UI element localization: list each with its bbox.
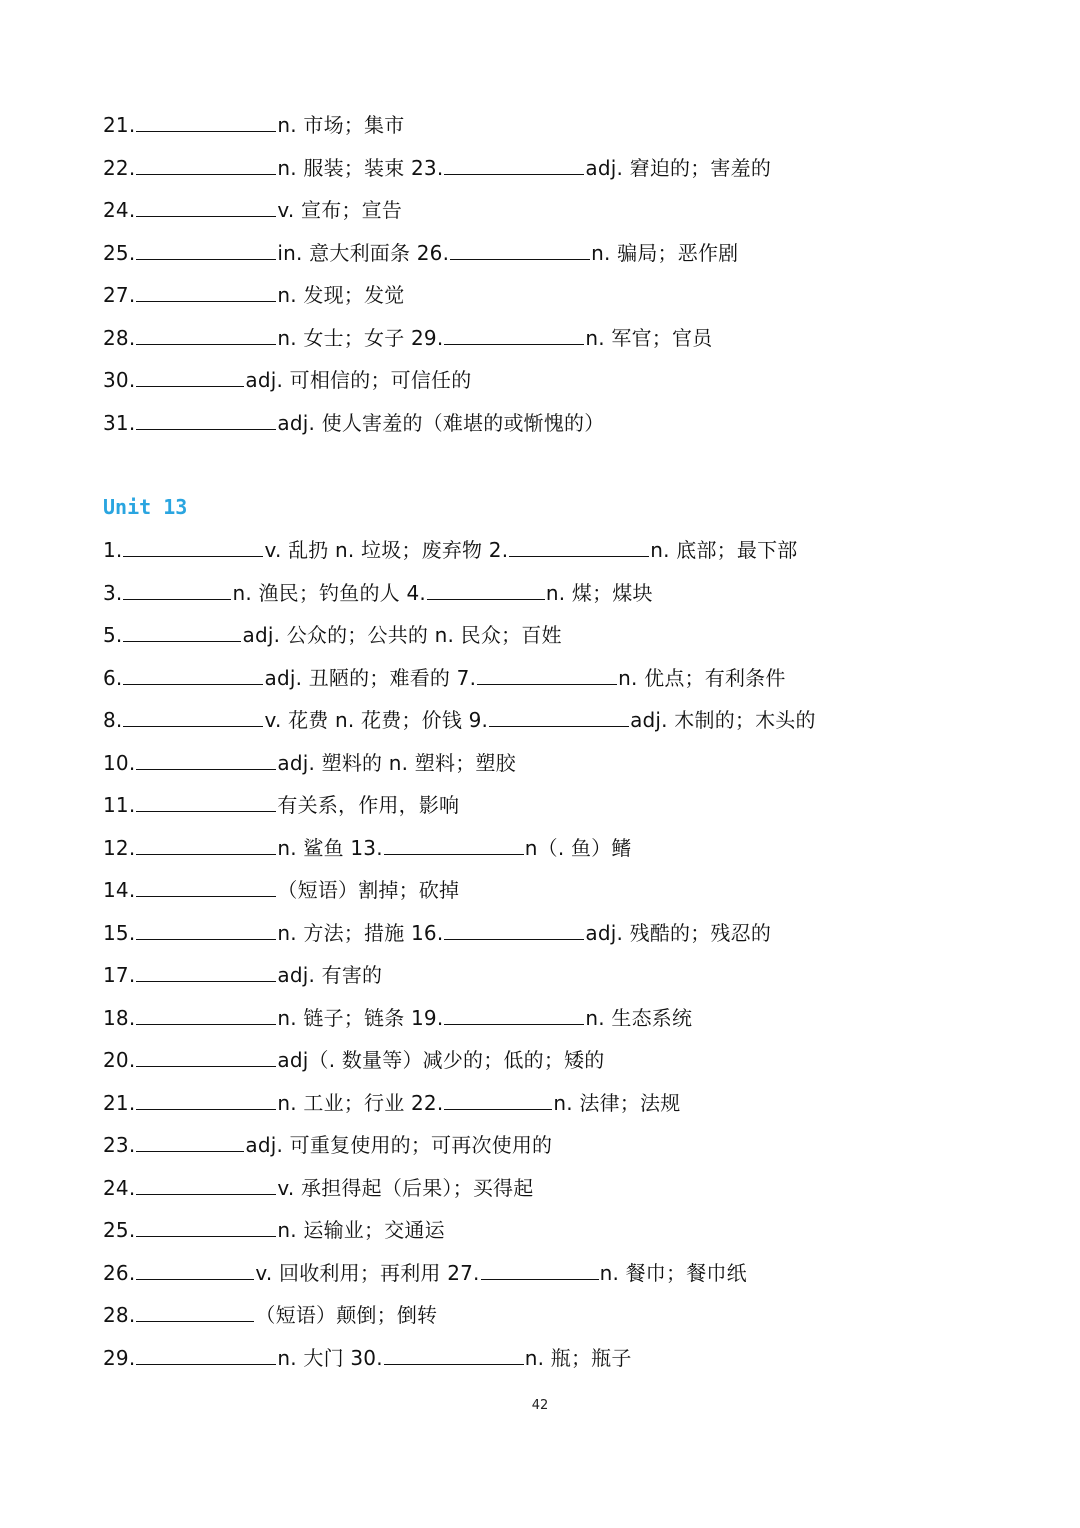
answer-blank[interactable] xyxy=(136,1278,254,1280)
vocab-line xyxy=(103,1173,533,1203)
answer-blank[interactable] xyxy=(444,938,584,940)
item-number: 16. xyxy=(410,920,444,945)
vocab-item xyxy=(103,326,404,350)
item-number: 27. xyxy=(103,283,136,307)
vocab-line xyxy=(103,833,632,863)
answer-blank[interactable] xyxy=(123,725,263,727)
item-meaning: v. 承担得起（后果）；买得起 xyxy=(277,1175,534,1200)
vocab-item xyxy=(103,1006,404,1030)
vocab-item xyxy=(406,581,652,605)
answer-blank[interactable] xyxy=(444,1108,552,1110)
item-number: 30. xyxy=(103,368,136,392)
item-number: 23. xyxy=(410,155,444,180)
answer-blank[interactable] xyxy=(489,725,629,727)
item-number: 15. xyxy=(103,920,136,945)
answer-blank[interactable] xyxy=(136,300,276,302)
answer-blank[interactable] xyxy=(136,1108,276,1110)
item-number: 29. xyxy=(103,1345,136,1370)
item-number: 30. xyxy=(350,1345,383,1370)
item-number: 21. xyxy=(103,1090,136,1115)
vocab-line xyxy=(103,620,562,650)
vocab-line xyxy=(103,280,404,310)
item-meaning: adj. 使人害羞的（难堪的或惭愧的） xyxy=(277,410,605,435)
vocab-item xyxy=(103,751,516,775)
item-number: 27. xyxy=(447,1260,480,1285)
answer-blank[interactable] xyxy=(136,1023,276,1025)
answer-blank[interactable] xyxy=(136,938,276,940)
answer-blank[interactable] xyxy=(136,343,276,345)
vocab-item xyxy=(417,241,739,265)
answer-blank[interactable] xyxy=(123,683,263,685)
item-meaning: adj. 可相信的；可信任的 xyxy=(245,368,472,392)
item-meaning: （短语）颠倒；倒转 xyxy=(255,1303,438,1327)
vocab-item xyxy=(411,921,771,945)
item-number: 1. xyxy=(103,538,123,562)
vocab-item xyxy=(103,623,562,647)
item-number: 22. xyxy=(103,155,136,180)
item-meaning: n. 鲨鱼 xyxy=(277,835,344,860)
answer-blank[interactable] xyxy=(123,598,231,600)
vocab-item xyxy=(469,708,816,732)
vocab-item xyxy=(489,538,798,562)
answer-blank[interactable] xyxy=(481,1278,599,1280)
vocab-item xyxy=(103,113,404,137)
vocab-line xyxy=(103,408,604,438)
vocab-line xyxy=(103,153,771,183)
item-meaning: adj. 公众的；公共的 n. 民众；百姓 xyxy=(242,623,562,647)
item-number: 9. xyxy=(468,708,489,732)
vocab-line xyxy=(103,535,797,565)
answer-blank[interactable] xyxy=(444,1023,584,1025)
vocab-item xyxy=(103,1303,437,1327)
item-number: 25. xyxy=(103,1218,136,1242)
vocab-item xyxy=(103,581,400,605)
vocab-line xyxy=(103,1215,445,1245)
item-meaning: n. 渔民；钓鱼的人 xyxy=(232,580,400,605)
item-meaning: n. 餐巾；餐巾纸 xyxy=(599,1260,747,1285)
vocab-item xyxy=(411,156,771,180)
item-number: 4. xyxy=(406,580,426,605)
vocab-line xyxy=(103,663,786,693)
item-meaning: n. 煤；煤块 xyxy=(545,580,653,605)
item-meaning: n. 底部；最下部 xyxy=(650,538,798,562)
item-meaning: adj. 窘迫的；害羞的 xyxy=(585,155,772,180)
item-number: 5. xyxy=(103,623,123,647)
page-number: 42 xyxy=(531,1398,549,1413)
item-meaning: n. 工业；行业 xyxy=(277,1090,405,1115)
item-number: 31. xyxy=(103,410,136,435)
vocab-item xyxy=(103,666,450,690)
answer-blank[interactable] xyxy=(450,258,590,260)
vocab-item xyxy=(350,836,631,860)
item-number: 17. xyxy=(103,963,136,987)
vocab-item xyxy=(103,1218,445,1242)
vocab-line xyxy=(103,110,404,140)
item-meaning: adj. 塑料的 n. 塑料；塑胶 xyxy=(277,750,516,775)
item-number: 22. xyxy=(410,1090,444,1115)
vocab-line xyxy=(103,875,459,905)
item-number: 20. xyxy=(103,1048,136,1072)
answer-blank[interactable] xyxy=(136,810,276,812)
item-number: 8. xyxy=(103,708,123,732)
item-meaning: n. 法律；法规 xyxy=(553,1090,681,1115)
item-meaning: adj. 可重复使用的；可再次使用的 xyxy=(245,1133,553,1157)
vocab-item xyxy=(103,1133,552,1157)
answer-blank[interactable] xyxy=(136,428,276,430)
answer-blank[interactable] xyxy=(136,1363,276,1365)
item-number: 26. xyxy=(103,1260,136,1285)
vocab-item xyxy=(103,836,344,860)
item-number: 14. xyxy=(103,878,136,902)
answer-blank[interactable] xyxy=(136,1320,254,1322)
item-meaning: n. 市场；集市 xyxy=(277,113,405,137)
vocab-line xyxy=(103,748,516,778)
item-number: 7. xyxy=(456,665,477,690)
vocab-line xyxy=(103,1258,747,1288)
answer-blank[interactable] xyxy=(136,173,276,175)
item-meaning: 有关系，作用，影响 xyxy=(277,793,460,817)
vocab-line xyxy=(103,1088,680,1118)
vocab-item xyxy=(411,1091,680,1115)
item-meaning: n. 发现；发觉 xyxy=(277,283,405,307)
vocab-line xyxy=(103,790,459,820)
item-meaning: v. 花费 n. 花费；价钱 xyxy=(264,708,463,732)
item-number: 13. xyxy=(350,835,383,860)
answer-blank[interactable] xyxy=(477,683,617,685)
answer-blank[interactable] xyxy=(136,768,276,770)
vocab-item xyxy=(457,666,786,690)
answer-blank[interactable] xyxy=(136,130,276,132)
vocab-line xyxy=(103,1343,632,1373)
item-meaning: v. 乱扔 n. 垃圾；废弃物 xyxy=(264,538,483,562)
vocab-line xyxy=(103,1130,552,1160)
item-meaning: n. 大门 xyxy=(277,1345,344,1370)
item-meaning: adj. 残酷的；残忍的 xyxy=(585,920,772,945)
item-number: 19. xyxy=(410,1005,444,1030)
item-number: 29. xyxy=(410,325,444,350)
answer-blank[interactable] xyxy=(136,980,276,982)
vocab-item xyxy=(103,1048,604,1072)
vocab-item xyxy=(103,198,402,222)
item-meaning: n. 军官；官员 xyxy=(585,325,713,350)
answer-blank[interactable] xyxy=(136,215,276,217)
vocab-line xyxy=(103,1003,692,1033)
vocab-line xyxy=(103,323,712,353)
vocab-item xyxy=(103,1261,441,1285)
vocab-item xyxy=(103,538,482,562)
item-number: 6. xyxy=(103,665,123,690)
vocab-item xyxy=(103,156,404,180)
item-meaning: n. 方法；措施 xyxy=(277,920,405,945)
vocab-line xyxy=(103,960,382,990)
item-number: 21. xyxy=(103,113,136,137)
vocab-item xyxy=(411,1006,692,1030)
item-meaning: n. 生态系统 xyxy=(585,1005,693,1030)
item-meaning: n. 服装；装束 xyxy=(277,155,405,180)
answer-blank[interactable] xyxy=(136,1193,276,1195)
item-meaning: adj. 木制的；木头的 xyxy=(630,708,816,732)
item-number: 18. xyxy=(103,1005,136,1030)
item-number: 25. xyxy=(103,240,136,265)
item-number: 12. xyxy=(103,835,136,860)
item-meaning: v. 宣布；宣告 xyxy=(277,198,403,222)
answer-blank[interactable] xyxy=(444,173,584,175)
vocab-line xyxy=(103,705,816,735)
answer-blank[interactable] xyxy=(384,1363,524,1365)
vocab-item xyxy=(103,963,382,987)
vocab-item xyxy=(447,1261,747,1285)
item-number: 28. xyxy=(103,1303,136,1327)
unit-title: Unit 13 xyxy=(103,495,188,519)
answer-blank[interactable] xyxy=(123,640,241,642)
item-meaning: n. 运输业；交通运 xyxy=(277,1218,445,1242)
answer-blank[interactable] xyxy=(384,853,524,855)
item-meaning: n. 优点；有利条件 xyxy=(618,665,786,690)
vocab-item xyxy=(411,326,712,350)
item-number: 3. xyxy=(103,580,123,605)
item-meaning: n（. 鱼）鳍 xyxy=(524,835,632,860)
answer-blank[interactable] xyxy=(509,555,649,557)
answer-blank[interactable] xyxy=(444,343,584,345)
vocab-item xyxy=(103,241,410,265)
vocab-item xyxy=(103,1176,533,1200)
item-number: 24. xyxy=(103,1175,136,1200)
item-meaning: in. 意大利面条 xyxy=(277,240,411,265)
vocab-item xyxy=(103,1091,404,1115)
item-meaning: n. 骗局；恶作剧 xyxy=(591,240,739,265)
item-number: 23. xyxy=(103,1133,136,1157)
item-number: 2. xyxy=(488,538,509,562)
vocab-item xyxy=(350,1346,631,1370)
item-number: 10. xyxy=(103,750,136,775)
answer-blank[interactable] xyxy=(136,1150,244,1152)
answer-blank[interactable] xyxy=(136,1065,276,1067)
vocab-item xyxy=(103,411,604,435)
vocab-item xyxy=(103,708,462,732)
vocab-item xyxy=(103,793,459,817)
item-meaning: v. 回收利用；再利用 xyxy=(255,1260,441,1285)
vocab-line xyxy=(103,238,738,268)
item-meaning: adj. 丑陋的；难看的 xyxy=(264,665,451,690)
answer-blank[interactable] xyxy=(427,598,545,600)
vocab-line xyxy=(103,1045,604,1075)
answer-blank[interactable] xyxy=(136,895,276,897)
vocab-item xyxy=(103,1346,344,1370)
item-meaning: n. 女士；女子 xyxy=(277,325,405,350)
answer-blank[interactable] xyxy=(136,853,276,855)
vocab-item xyxy=(103,878,459,902)
item-number: 28. xyxy=(103,325,136,350)
vocab-line xyxy=(103,578,653,608)
vocab-line xyxy=(103,1300,437,1330)
item-meaning: n. 链子；链条 xyxy=(277,1005,405,1030)
vocab-item xyxy=(103,368,471,392)
answer-blank[interactable] xyxy=(136,1235,276,1237)
vocab-line xyxy=(103,365,471,395)
item-meaning: n. 瓶；瓶子 xyxy=(524,1345,632,1370)
item-meaning: adj. 有害的 xyxy=(277,963,383,987)
item-number: 26. xyxy=(416,240,450,265)
vocab-line xyxy=(103,195,402,225)
item-meaning: adj（. 数量等）减少的；低的；矮的 xyxy=(277,1048,605,1072)
item-number: 24. xyxy=(103,198,136,222)
answer-blank[interactable] xyxy=(136,385,244,387)
answer-blank[interactable] xyxy=(123,555,263,557)
answer-blank[interactable] xyxy=(136,258,276,260)
vocab-line xyxy=(103,918,771,948)
item-meaning: （短语）割掉；砍掉 xyxy=(277,878,460,902)
item-number: 11. xyxy=(103,793,136,817)
vocab-item xyxy=(103,921,404,945)
vocab-item xyxy=(103,283,404,307)
